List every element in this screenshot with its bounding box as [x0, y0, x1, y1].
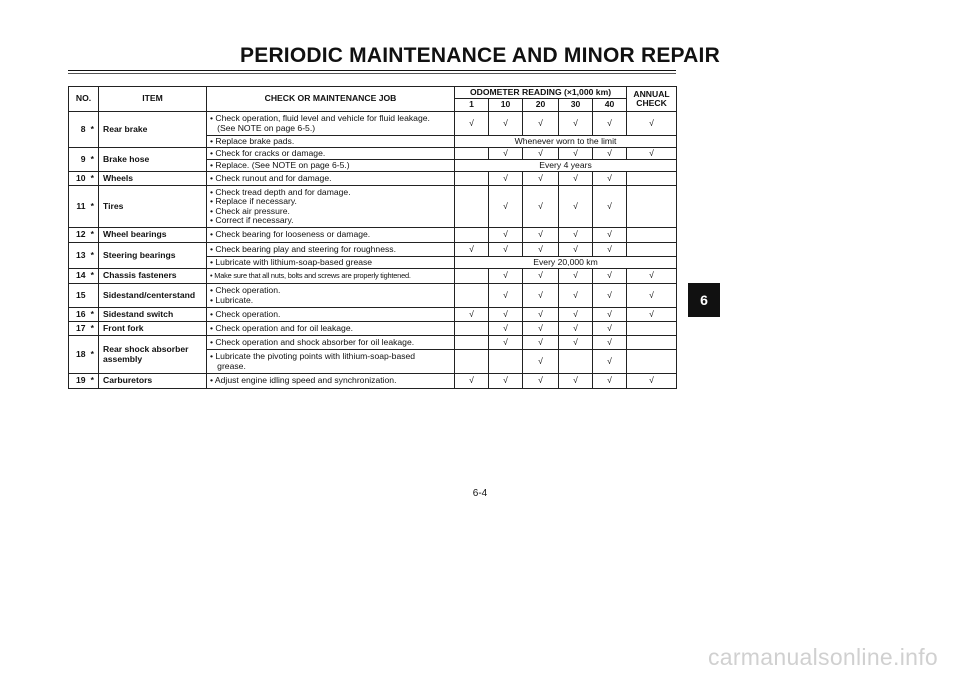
header-no: NO.	[69, 87, 99, 112]
check-mark	[559, 350, 593, 374]
row-star: *	[87, 228, 99, 243]
check-mark: √	[523, 374, 559, 389]
row-item-line: Rear shock absorber	[103, 344, 189, 355]
row-job	[207, 336, 455, 350]
check-mark: √	[559, 243, 593, 257]
row-item-line: Carburetors	[103, 375, 153, 386]
check-mark: √	[489, 284, 523, 308]
check-mark	[455, 148, 489, 160]
row-job-line: • Check tread depth and for damage.	[210, 187, 351, 198]
check-mark: √	[455, 374, 489, 389]
check-mark: √	[593, 186, 627, 228]
check-mark: √	[523, 269, 559, 284]
annual-check-mark	[627, 350, 677, 374]
row-item-line: Wheels	[103, 172, 134, 183]
header-reading: 1	[455, 99, 489, 112]
row-job-line: • Check operation.	[210, 285, 281, 296]
row-job	[207, 308, 455, 322]
row-item	[99, 243, 207, 269]
check-mark: √	[523, 228, 559, 243]
row-job-line: • Replace brake pads.	[210, 135, 295, 146]
row-job	[207, 228, 455, 243]
row-star	[87, 284, 99, 308]
title-rule-thin	[68, 73, 676, 74]
row-job	[207, 172, 455, 186]
check-mark	[455, 350, 489, 374]
header-annual-line: CHECK	[636, 98, 667, 108]
row-number: 18	[69, 336, 87, 374]
table-row	[69, 186, 677, 228]
row-job-line: • Check operation, fluid level and vehicle for fluid leakage.	[210, 113, 430, 124]
check-mark: √	[523, 148, 559, 160]
row-item-line: Sidestand switch	[103, 308, 174, 319]
check-mark: √	[559, 336, 593, 350]
row-job	[207, 269, 455, 284]
row-star: *	[87, 172, 99, 186]
annual-check-mark	[627, 322, 677, 336]
header-job: CHECK OR MAINTENANCE JOB	[207, 87, 455, 112]
check-mark	[455, 284, 489, 308]
table-row	[69, 336, 677, 350]
row-job-line: • Replace. (See NOTE on page 6-5.)	[210, 159, 350, 170]
check-mark: √	[489, 308, 523, 322]
check-mark: √	[489, 148, 523, 160]
table-row	[69, 243, 677, 257]
row-job	[207, 350, 455, 374]
check-mark: √	[559, 186, 593, 228]
header-item: ITEM	[99, 87, 207, 112]
interval-note: Whenever worn to the limit	[455, 136, 677, 148]
row-job-line: • Replace if necessary.	[210, 196, 297, 207]
annual-check-mark	[627, 186, 677, 228]
row-job	[207, 136, 455, 148]
row-number: 15	[69, 284, 87, 308]
row-job-line: • Check operation.	[210, 308, 281, 319]
check-mark: √	[559, 308, 593, 322]
header-reading: 20	[523, 99, 559, 112]
row-star: *	[87, 148, 99, 172]
row-job-line: • Check bearing for looseness or damage.	[210, 229, 371, 240]
row-job	[207, 112, 455, 136]
row-number: 13	[69, 243, 87, 269]
row-job	[207, 148, 455, 160]
row-job-line: • Check air pressure.	[210, 205, 290, 216]
row-number: 8	[69, 112, 87, 148]
row-item	[99, 112, 207, 148]
row-star: *	[87, 336, 99, 374]
row-job-line: • Adjust engine idling speed and synchronization.	[210, 375, 397, 386]
check-mark: √	[523, 186, 559, 228]
row-job-line: • Lubricate the pivoting points with lithium-soap-based	[210, 351, 416, 362]
table-row	[69, 269, 677, 284]
interval-note: Every 20,000 km	[455, 257, 677, 269]
check-mark: √	[593, 284, 627, 308]
check-mark: √	[523, 284, 559, 308]
row-item	[99, 228, 207, 243]
check-mark: √	[559, 148, 593, 160]
check-mark: √	[455, 243, 489, 257]
watermark: carmanualsonline.info	[707, 644, 938, 670]
row-star: *	[87, 308, 99, 322]
header-annual	[627, 87, 677, 112]
row-job-line: • Lubricate with lithium-soap-based grease	[210, 256, 373, 267]
check-mark: √	[523, 322, 559, 336]
row-job-line: • Check for cracks or damage.	[210, 147, 326, 158]
row-number: 14	[69, 269, 87, 284]
row-item	[99, 269, 207, 284]
row-item	[99, 336, 207, 374]
check-mark: √	[455, 308, 489, 322]
check-mark: √	[489, 243, 523, 257]
check-mark: √	[523, 112, 559, 136]
check-mark: √	[593, 243, 627, 257]
check-mark: √	[523, 336, 559, 350]
check-mark	[489, 350, 523, 374]
table-row	[69, 148, 677, 160]
check-mark: √	[593, 172, 627, 186]
row-number: 11	[69, 186, 87, 228]
header-odometer: ODOMETER READING (×1,000 km)	[455, 87, 627, 99]
table-row	[69, 284, 677, 308]
check-mark: √	[489, 172, 523, 186]
row-star: *	[87, 186, 99, 228]
row-item	[99, 308, 207, 322]
row-item-line: Chassis fasteners	[103, 270, 177, 281]
check-mark: √	[593, 336, 627, 350]
header-reading: 40	[593, 99, 627, 112]
check-mark	[455, 269, 489, 284]
check-mark	[455, 336, 489, 350]
check-mark	[455, 172, 489, 186]
row-number: 9	[69, 148, 87, 172]
check-mark: √	[489, 186, 523, 228]
check-mark: √	[593, 148, 627, 160]
annual-check-mark: √	[627, 269, 677, 284]
header-annual-line: ANNUAL	[633, 89, 670, 99]
table-row	[69, 172, 677, 186]
check-mark	[455, 228, 489, 243]
row-job-line: grease.	[210, 360, 246, 371]
page-number: 6-4	[472, 488, 488, 499]
check-mark: √	[489, 112, 523, 136]
row-job-line: • Check operation and for oil leakage.	[210, 322, 353, 333]
check-mark: √	[489, 336, 523, 350]
check-mark: √	[489, 269, 523, 284]
chapter-tab: 6	[688, 283, 720, 317]
check-mark: √	[559, 112, 593, 136]
row-job-line: (See NOTE on page 6-5.)	[210, 122, 316, 133]
row-number: 19	[69, 374, 87, 389]
row-job	[207, 160, 455, 172]
check-mark: √	[523, 172, 559, 186]
check-mark: √	[559, 322, 593, 336]
row-number: 12	[69, 228, 87, 243]
row-number: 16	[69, 308, 87, 322]
annual-check-mark: √	[627, 112, 677, 136]
check-mark: √	[593, 374, 627, 389]
annual-check-mark: √	[627, 148, 677, 160]
row-item-line: assembly	[103, 353, 143, 364]
row-item-line: Tires	[103, 200, 124, 211]
row-number: 10	[69, 172, 87, 186]
row-item	[99, 148, 207, 172]
check-mark: √	[523, 308, 559, 322]
table-row	[69, 112, 677, 136]
table-row	[69, 228, 677, 243]
row-job	[207, 186, 455, 228]
table-row	[69, 374, 677, 389]
annual-check-mark	[627, 336, 677, 350]
check-mark: √	[559, 228, 593, 243]
row-number: 17	[69, 322, 87, 336]
check-mark: √	[593, 350, 627, 374]
table-row	[69, 308, 677, 322]
check-mark: √	[559, 374, 593, 389]
header-reading: 30	[559, 99, 593, 112]
row-item-line: Rear brake	[103, 123, 148, 134]
check-mark: √	[593, 112, 627, 136]
check-mark: √	[593, 322, 627, 336]
row-item-line: Front fork	[103, 322, 144, 333]
check-mark	[455, 186, 489, 228]
row-item	[99, 374, 207, 389]
annual-check-mark: √	[627, 284, 677, 308]
check-mark: √	[559, 269, 593, 284]
row-item	[99, 284, 207, 308]
check-mark: √	[559, 172, 593, 186]
row-item-line: Sidestand/centerstand	[103, 289, 196, 300]
page-title: PERIODIC MAINTENANCE AND MINOR REPAIR	[240, 44, 720, 67]
check-mark: √	[593, 228, 627, 243]
table-row	[69, 322, 677, 336]
interval-note: Every 4 years	[455, 160, 677, 172]
check-mark: √	[593, 269, 627, 284]
row-item-line: Wheel bearings	[103, 229, 167, 240]
row-job-line: • Check bearing play and steering for roughness.	[210, 243, 396, 254]
row-job-line: • Check runout and for damage.	[210, 172, 332, 183]
row-job	[207, 284, 455, 308]
header-reading: 10	[489, 99, 523, 112]
annual-check-mark	[627, 172, 677, 186]
row-star: *	[87, 269, 99, 284]
row-item	[99, 186, 207, 228]
check-mark	[455, 322, 489, 336]
row-item-line: Steering bearings	[103, 249, 176, 260]
maintenance-table	[68, 86, 677, 389]
row-job-line: • Lubricate.	[210, 294, 254, 305]
check-mark: √	[523, 243, 559, 257]
annual-check-mark: √	[627, 308, 677, 322]
row-job-line: • Check operation and shock absorber for oil leakage.	[210, 336, 415, 347]
row-star: *	[87, 243, 99, 269]
check-mark: √	[593, 308, 627, 322]
check-mark: √	[489, 374, 523, 389]
row-job	[207, 374, 455, 389]
check-mark: √	[455, 112, 489, 136]
row-job	[207, 243, 455, 257]
annual-check-mark	[627, 228, 677, 243]
row-job	[207, 322, 455, 336]
row-item-line: Brake hose	[103, 153, 150, 164]
check-mark: √	[489, 322, 523, 336]
row-item	[99, 322, 207, 336]
check-mark: √	[559, 284, 593, 308]
title-rule	[68, 70, 676, 71]
row-star: *	[87, 112, 99, 148]
row-item	[99, 172, 207, 186]
row-job-line: • Correct if necessary.	[210, 214, 294, 225]
check-mark: √	[489, 228, 523, 243]
row-job	[207, 257, 455, 269]
row-star: *	[87, 322, 99, 336]
check-mark: √	[523, 350, 559, 374]
row-job-line: • Make sure that all nuts, bolts and screws are properly tightened.	[210, 271, 411, 281]
annual-check-mark	[627, 243, 677, 257]
annual-check-mark: √	[627, 374, 677, 389]
row-star: *	[87, 374, 99, 389]
